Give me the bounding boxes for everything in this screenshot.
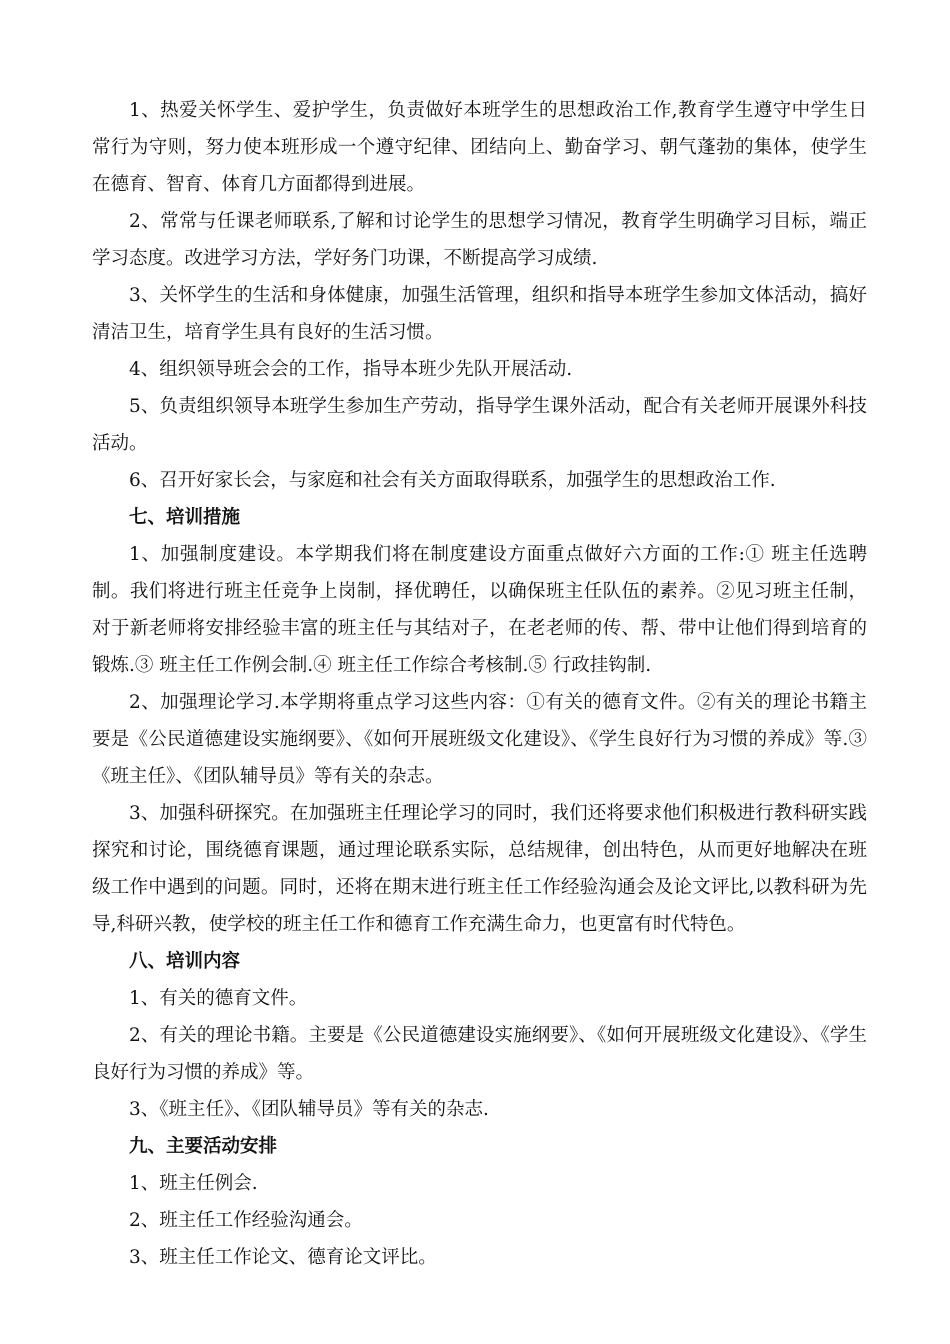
paragraph-6-1: 1、热爱关怀学生、爱护学生，负责做好本班学生的思想政治工作,教育学生遵守中学生日常行为守则，努力使本班形成一个遵守纪律、团结向上、勤奋学习、朝气蓬勃的集体，使学生在德育、智育、体育几方面都得到进展。 [92, 100, 867, 195]
paragraph-9-1: 1、班主任例会. [129, 1173, 258, 1194]
paragraph-6-2: 2、常常与任课老师联系,了解和讨论学生的思想学习情况，教育学生明确学习目标，端正学习态度。改进学习方法，学好务门功课，不断提高学习成绩. [92, 211, 867, 269]
paragraph-8-1: 1、有关的德育文件。 [129, 988, 308, 1009]
document-page [92, 92, 867, 1276]
paragraph-6-5: 5、负责组织领导本班学生参加生产劳动，指导学生课外活动，配合有关老师开展课外科技活动。 [92, 396, 867, 454]
paragraph-7-1: 1、加强制度建设。本学期我们将在制度建设方面重点做好六方面的工作:① 班主任选聘制。我们将进行班主任竞争上岗制，择优聘任，以确保班主任队伍的素养。②见习班主任制，对于新老师将安排经验丰富的班主任与其结对子，在老老师的传、帮、带中让他们得到培育的锻炼.③ 班主任工作例会制.④ 班主任工作综合考核制.⑤ 行政挂钩制. [92, 544, 867, 676]
paragraph-8-3: 3、《班主任》、《团队辅导员》等有关的杂志. [129, 1099, 489, 1120]
section-heading-training-measures: 七、培训措施 [129, 507, 241, 528]
paragraph-8-2: 2、有关的理论书籍。主要是《公民道德建设实施纲要》、《如何开展班级文化建设》、《学生良好行为习惯的养成》等。 [92, 1025, 867, 1083]
paragraph-7-3: 3、加强科研探究。在加强班主任理论学习的同时，我们还将要求他们积极进行教科研实践探究和讨论，围绕德育课题，通过理论联系实际，总结规律，创出特色，从而更好地解决在班级工作中遇到的问题。同时，还将在期末进行班主任工作经验沟通会及论文评比,以教科研为先导,科研兴教，使学校的班主任工作和德育工作充满生命力，也更富有时代特色。 [92, 803, 867, 935]
paragraph-9-2: 2、班主任工作经验沟通会。 [129, 1210, 363, 1231]
paragraph-9-3: 3、班主任工作论文、德育论文评比。 [129, 1247, 437, 1268]
paragraph-6-4: 4、组织领导班会会的工作，指导本班少先队开展活动. [129, 359, 573, 380]
section-heading-training-content: 八、培训内容 [129, 951, 241, 972]
paragraph-6-3: 3、关怀学生的生活和身体健康，加强生活管理，组织和指导本班学生参加文体活动，搞好清洁卫生，培育学生具有良好的生活习惯。 [92, 285, 867, 343]
section-heading-main-activities: 九、主要活动安排 [129, 1136, 278, 1157]
paragraph-6-6: 6、召开好家长会，与家庭和社会有关方面取得联系，加强学生的思想政治工作. [129, 470, 776, 491]
paragraph-7-2: 2、加强理论学习.本学期将重点学习这些内容：①有关的德育文件。②有关的理论书籍主要是《公民道德建设实施纲要》、《如何开展班级文化建设》、《学生良好行为习惯的养成》等.③《班主任》、《团队辅导员》等有关的杂志。 [92, 692, 867, 787]
